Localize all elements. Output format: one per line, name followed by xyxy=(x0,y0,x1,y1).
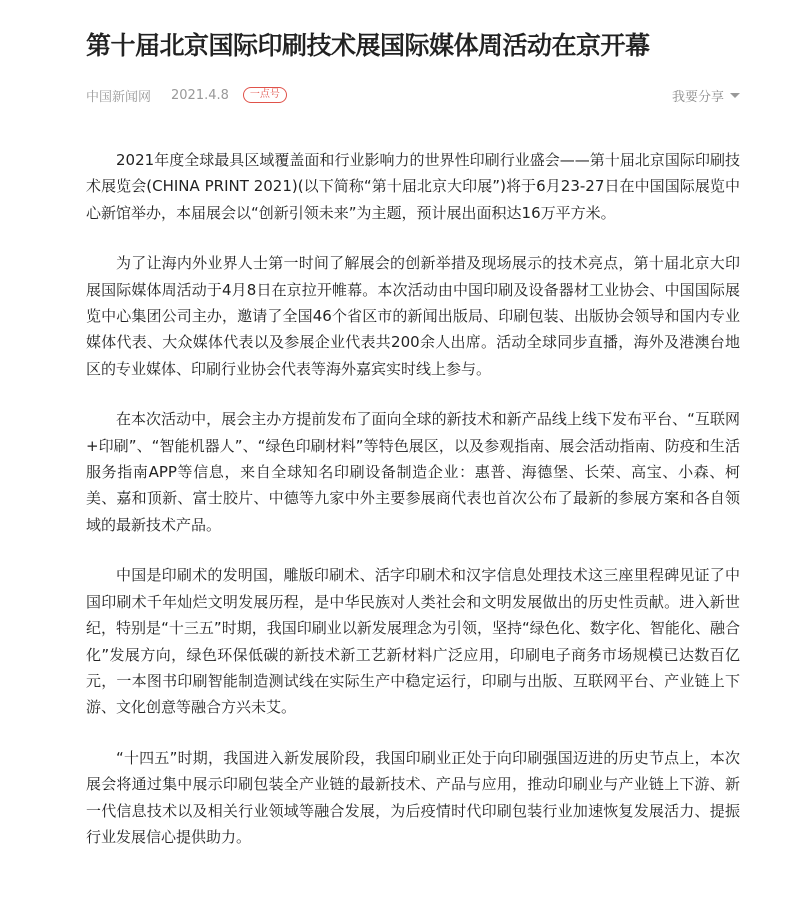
paragraph: “十四五”时期，我国进入新发展阶段，我国印刷业正处于向印刷强国迈进的历史节点上，本次展会将通过集中展示印刷包装全产业链的最新技术、产品与应用，推动印刷业与产业链上下游、新一代信息技术以及相关行业领域等融合发展，为后疫情时代印刷包装行业加速恢复发展活力、提振行业发展信心提供助力。 xyxy=(86,748,740,846)
share-button[interactable] xyxy=(672,86,740,105)
article-title: 第十届北京国际印刷技术展国际媒体周活动在京开幕 xyxy=(86,31,650,60)
paragraph: 为了让海内外业界人士第一时间了解展会的创新举措及现场展示的技术亮点，第十届北京大印展国际媒体周活动于4月8日在京拉开帷幕。本次活动由中国印刷及设备器材工业协会、中国国际展览中心集团公司主办，邀请了全国46个省区市的新闻出版局、印刷包装、出版协会领导和国内专业媒体代表、大众媒体代表以及参展企业代表共200余人出席。活动全球同步直播，海外及港澳台地区的专业媒体、印刷行业协会代表等海外嘉宾实时线上参与。 xyxy=(86,254,740,378)
chevron-down-icon xyxy=(730,93,740,98)
paragraph: 2021年度全球最具区域覆盖面和行业影响力的世界性印刷行业盛会——第十届北京国际印刷技术展览会(CHINA PRINT 2021)(以下简称“第十届北京大印展”)将于6月23-27日在中国国际展览中心新馆举办，本届展会以“创新引领未来”为主题，预计展出面积达16万平方米。 xyxy=(86,151,740,222)
article-meta xyxy=(86,84,740,106)
paragraph: 在本次活动中，展会主办方提前发布了面向全球的新技术和新产品线上线下发布平台、“互联网+印刷”、“智能机器人”、“绿色印刷材料”等特色展区，以及参观指南、展会活动指南、防疫和生活服务指南APP等信息，来自全球知名印刷设备制造企业：惠普、海德堡、长荣、高宝、小森、柯美、嘉和顶新、富士胶片、中德等九家中外主要参展商代表也首次公布了最新的参展方案和各自领域的最新技术产品。 xyxy=(86,410,740,534)
yidianhao-badge: 一点号 xyxy=(243,87,287,103)
article-date: 2021.4.8 xyxy=(171,87,229,103)
share-label: 我要分享 xyxy=(671,89,724,105)
article-body xyxy=(86,147,740,874)
article-source[interactable]: 中国新闻网 xyxy=(86,89,152,105)
paragraph: 中国是印刷术的发明国，雕版印刷术、活字印刷术和汉字信息处理技术这三座里程碑见证了中国印刷术千年灿烂文明发展历程，是中华民族对人类社会和文明发展做出的历史性贡献。进入新世纪，特别是“十三五”时期，我国印刷业以新发展理念为引领，坚持“绿色化、数字化、智能化、融合化”发展方向，绿色环保低碳的新技术新工艺新材料广泛应用，印刷电子商务市场规模已达数百亿元，一本图书印刷智能制造测试线在实际生产中稳定运行，印刷与出版、互联网平台、产业链上下游、文化创意等融合方兴未艾。 xyxy=(86,566,740,717)
